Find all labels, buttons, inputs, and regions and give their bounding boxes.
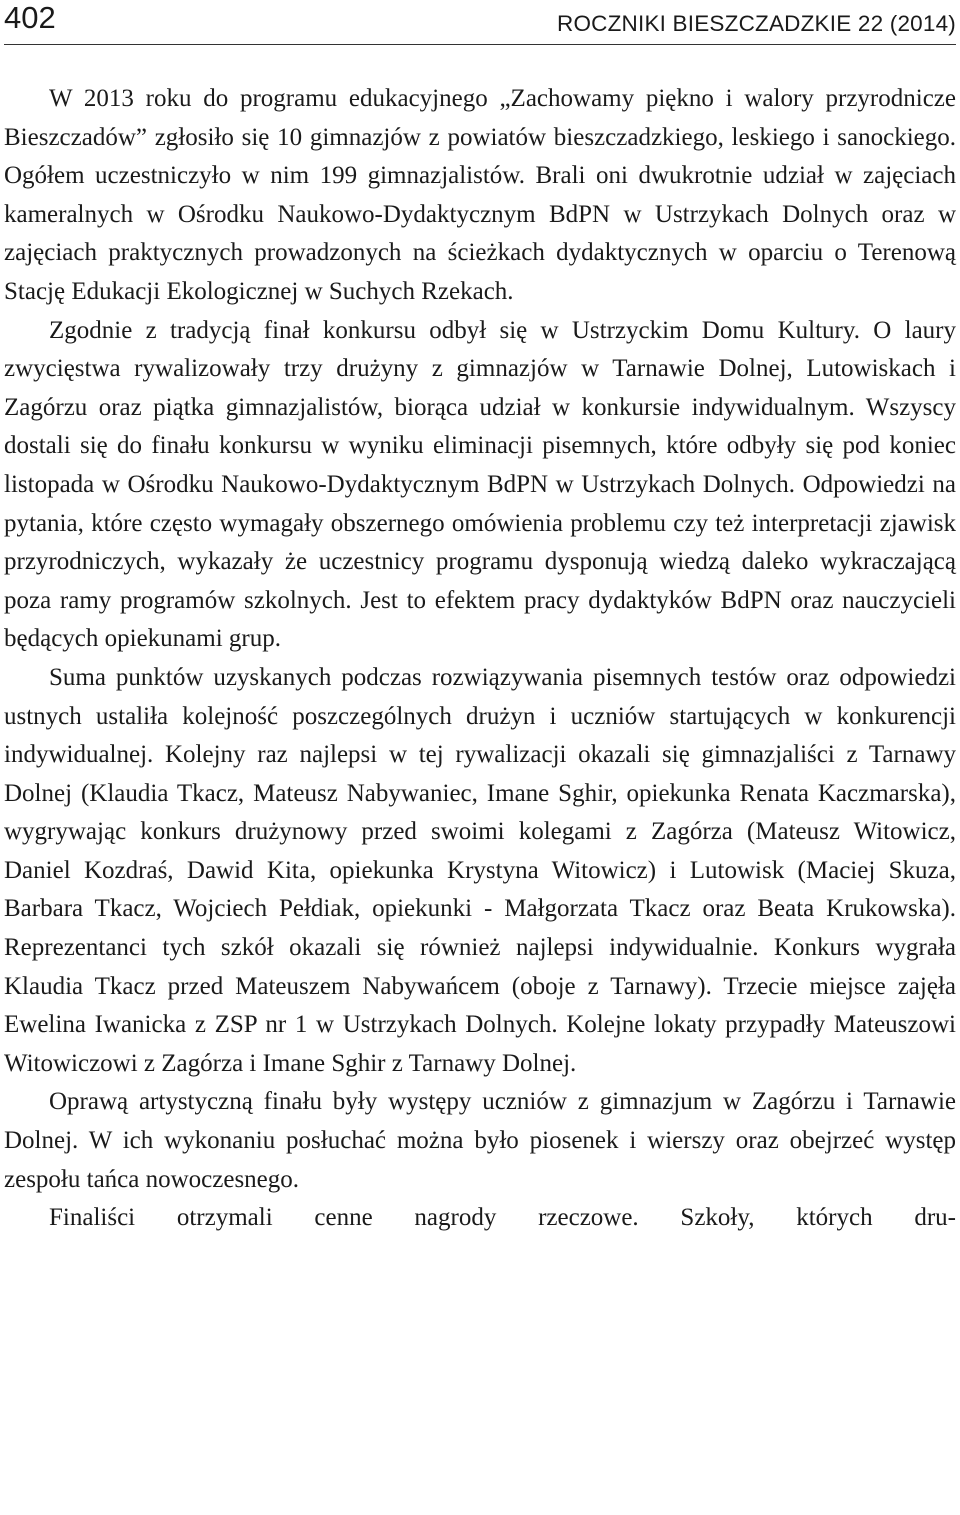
paragraph: W 2013 roku do programu edukacyjnego „Zachowamy piękno i walory przyrodnicze Bieszczadów” zgłosiło się 10 gimnazjów z powiatów bieszczadzkiego, leskiego i sanockiego. Ogółem uczestniczyło w nim 199 gimnazjalistów. Brali oni dwukrotnie udział w zajęciach kameralnych w Ośrodku Naukowo-Dydaktycznym BdPN w Ustrzykach Dolnych oraz w zajęciach praktycznych prowadzonych na ścieżkach dydaktycznych w oparciu o Terenową Stację Edukacji Ekologicznej w Suchych Rzekach. bbox=[4, 85, 956, 305]
paragraph: Oprawą artystyczną finału były występy uczniów z gimnazjum w Zagórzu i Tarnawie Dolnej. W ich wykonaniu posłuchać można było piosenek i wierszy oraz obejrzeć występ zespołu tańca nowoczesnego. bbox=[4, 1088, 956, 1193]
page-header bbox=[4, 0, 956, 45]
paragraph: Suma punktów uzyskanych podczas rozwiązywania pisemnych testów oraz odpowiedzi ustnych ustaliła kolejność poszczególnych drużyn i uczniów startujących w konkurencji indywidualnej. Kolejny raz najlepsi w tej rywalizacji okazali się gimnazjaliści z Tarnawy Dolnej (Klaudia Tkacz, Mateusz Nabywaniec, Imane Sghir, opiekunka Renata Kaczmarska), wygrywając konkurs drużynowy przed swoimi kolegami z Zagórza (Mateusz Witowicz, Daniel Kozdraś, Dawid Kita, opiekunka Krystyna Witowicz) i Lutowisk (Maciej Skuza, Barbara Tkacz, Wojciech Pełdiak, opiekunki - Małgorzata Tkacz oraz Beata Krukowska). Reprezentanci tych szkół okazali się również najlepsi indywidualnie. Konkurs wygrała Klaudia Tkacz przed Mateuszem Nabywańcem (oboje z Tarnawy). Trzecie miejsce zajęła Ewelina Iwanicka z ZSP nr 1 w Ustrzykach Dolnych. Kolejne lokaty przypadły Mateuszowi Witowiczowi z Zagórza i Imane Sghir z Tarnawy Dolnej. bbox=[4, 663, 956, 1077]
paragraph: Zgodnie z tradycją finał konkursu odbył się w Ustrzyckim Domu Kultury. O laury zwycięstwa rywalizowały trzy drużyny z gimnazjów w Tarnawie Dolnej, Lutowiskach i Zagórzu oraz piątka gimnazjalistów, biorąca udział w konkursie indywidualnym. Wszyscy dostali się do finału konkursu w wyniku eliminacji pisemnych, które odbyły się pod koniec listopada w Ośrodku Naukowo-Dydaktycznym BdPN w Ustrzykach Dolnych. Odpowiedzi na pytania, które często wymagały obszernego omówienia problemu czy też interpretacji zjawisk przyrodniczych, wykazały że uczestnicy programu dysponują wiedzą daleko wykraczającą poza ramy programów szkolnych. Jest to efektem pracy dydaktyków BdPN oraz nauczycieli będących opiekunami grup. bbox=[4, 316, 956, 653]
paragraph: Finaliści otrzymali cenne nagrody rzeczowe. Szkoły, których dru- bbox=[49, 1204, 956, 1232]
article-body bbox=[4, 80, 956, 1238]
running-title: ROCZNIKI BIESZCZADZKIE 22 (2014) bbox=[557, 11, 956, 36]
page-number: 402 bbox=[4, 0, 56, 35]
